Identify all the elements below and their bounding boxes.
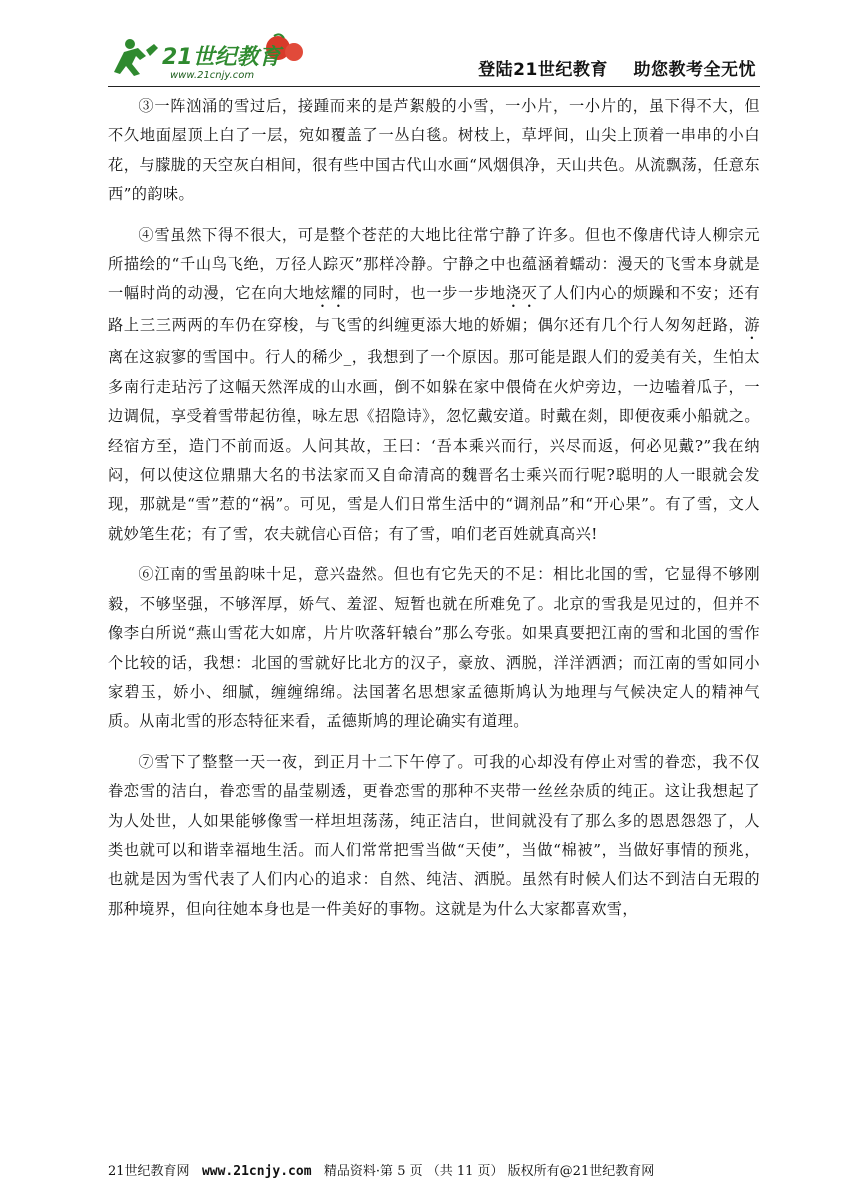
page-header [108,28,760,87]
paragraph-4-text: 的同时，也一步一步地 [346,284,506,303]
emphasis-word: 游 [744,316,760,335]
paragraph-4-text: 离在这寂寥的雪国中。行人的稀少_，我想到了一个原因。那可能是跟人们的爱美有关，生怕太多南行走玷污了这幅天然浑成的山水画，倒不如躲在家中偎倚在火炉旁边，一边嗑着瓜子，一边调侃，享受着雪带起彷徨，咏左思《招隐诗》，忽忆戴安道。时戴在剡，即便夜乘小船就之。经宿方至，造门不前而返。人问其故，王曰：‘吾本乘兴而行，兴尽而返，何必见戴?”我在纳闷，何以使这位鼎鼎大名的书法家而又自命清高的魏晋名士乘兴而行呢?聪明的人一眼就会发现，那就是“雪”惹的“祸”。可见，雪是人们日常生活中的“调剂品”和“开心果”。有了雪，文人就妙笔生花；有了雪，农夫就信心百倍；有了雪，咱们老百姓就真高兴! [108,348,760,543]
paragraph-7: ⑦雪下了整整一天一夜，到正月十二下午停了。可我的心却没有停止对雪的眷恋，我不仅眷恋雪的洁白，眷恋雪的晶莹剔透，更眷恋雪的那种不夹带一丝丝杂质的纯正。这让我想起了为人处世，人如果能够像雪一样坦坦荡荡，纯正洁白，世间就没有了那么多的恩恩怨怨了，人类也就可以和谐幸福地生活。而人们常常把雪当做“天使”，当做“棉被”，当做好事情的预兆，也就是因为雪代表了人们内心的追求：自然、纯洁、洒脱。虽然有时候人们达不到洁白无瑕的那种境界，但向往她本身也是一件美好的事物。这就是为什么大家都喜欢雪， [108,752,760,918]
article-body [108,92,760,935]
footer-url: www.21cnjy.com [201,1164,312,1179]
page-footer [108,1160,760,1179]
paragraph-4-text: 了人们内心的烦躁和不安；还有路上三三两两的车仍在穿梭，与飞雪的纠缠更添大地的娇媚；偶尔还有几个行人匆匆赶路， [108,284,760,335]
paragraph-4 [108,221,760,550]
header-slogan: 登陆21世纪教育 助您教考全无忧 [478,60,756,80]
emphasis-word: 炫耀 [314,284,347,303]
footer-site: 21世纪教育网 [108,1164,202,1179]
logo-url: www.21cnjy.com [170,70,255,81]
logo-text: 21世纪教育 [162,45,281,70]
paragraph-6: ⑥江南的雪虽韵味十足，意兴盎然。但也有它先天的不足：相比北国的雪，它显得不够刚毅，不够坚强，不够浑厚，娇气、羞涩、短暂也就在所难免了。北京的雪我是见过的，但并不像李白所说“燕山雪花大如席，片片吹落轩辕台”那么夸张。如果真要把江南的雪和北国的雪作个比较的话，我想：北国的雪就好比北方的汉子，豪放、洒脱，洋洋洒洒；而江南的雪如同小家碧玉，娇小、细腻，缠缠绵绵。法国著名思想家孟德斯鸠认为地理与气候决定人的精神气质。从南北雪的形态特征来看，孟德斯鸠的理论确实有道理。 [108,565,760,731]
footer-info: 精品资料·第 5 页 （共 11 页） 版权所有@21世纪教育网 [311,1164,655,1179]
emphasis-word: 浇灭 [505,284,538,303]
paragraph-4-text: ④雪虽然下得不很大，可是整个苍茫的大地比往常宁静了许多。但也不像唐代诗人柳宗元所描绘的“千山鸟飞绝，万径人踪灭”那样冷静。宁静之中也蕴涵着蠕动：漫天的飞雪本身就是一幅时尚的动漫，它在向大地 [108,225,760,303]
site-logo [110,30,310,84]
paragraph-3: ③一阵汹涌的雪过后，接踵而来的是芦絮般的小雪，一小片，一小片的，虽下得不大，但不久地面屋顶上白了一层，宛如覆盖了一丛白毯。树枝上，草坪间，山尖上顶着一串串的小白花，与朦胧的天空灰白相间，很有些中国古代山水画“风烟俱净，天山共色。从流飘荡，任意东西”的韵味。 [108,97,760,204]
